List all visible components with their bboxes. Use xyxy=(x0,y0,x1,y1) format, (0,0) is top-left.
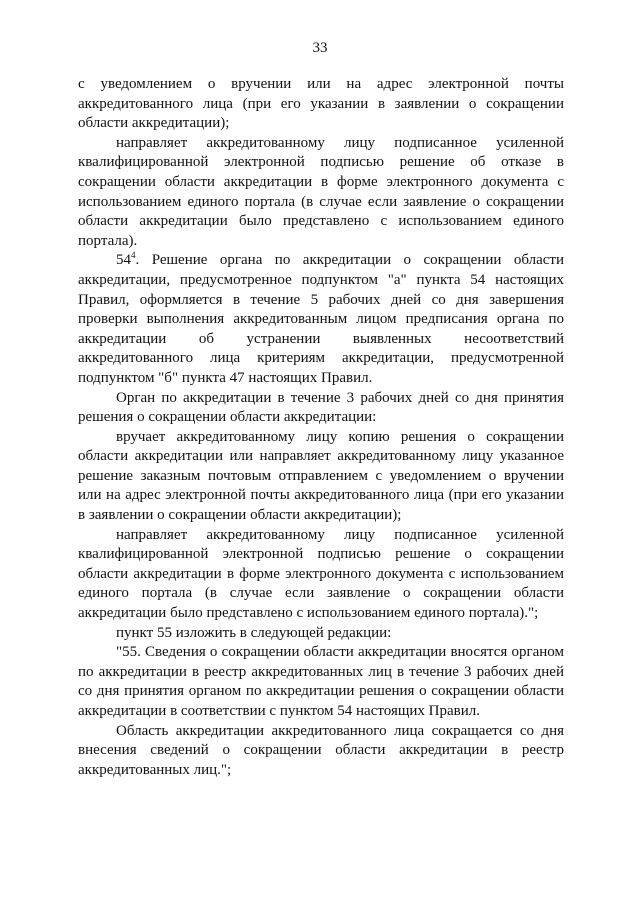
paragraph-send-refusal: направляет аккредитованному лицу подписанное усиленной квалифицированной электронной подписью решение об отказе в сокращении области аккредитации в форме электронного документа с использованием единого портала (в случае если заявление о сокращении области аккредитации было представлено с использованием единого портала). xyxy=(78,134,564,249)
document-body xyxy=(78,75,564,780)
paragraph-clause-55-text: "55. Сведения о сокращении области аккредитации вносятся органом по аккредитации в реестр аккредитованных лиц в течение 3 рабочих дней со дня принятия органом по аккредитации решения о сокращении области аккредитации в соответствии с пунктом 54 настоящих Правил. xyxy=(78,644,564,719)
clause-text: . Решение органа по аккредитации о сокращении области аккредитации, предусмотренное подпунктом "а" пункта 54 настоящих Правил, оформляется в течение 5 рабочих дней со дня завершения проверки выполнения аккредитованным лицом предписания органа по аккредитации об устранении выявленных несоответствий аккредитованного лица критериям аккредитации, предусмотренной подпунктом "б" пункта 47 настоящих Правил. xyxy=(78,252,564,386)
clause-superscript: 4 xyxy=(131,250,136,261)
paragraph-authority-actions: Орган по аккредитации в течение 3 рабочих дней со дня принятия решения о сокращении области аккредитации: xyxy=(78,389,564,426)
paragraph-send-decision: направляет аккредитованному лицу подписанное усиленной квалифицированной электронной подписью решение о сокращении области аккредитации в форме электронного документа с использованием единого портала (в случае если заявление о сокращении области аккредитации было представлено с использованием единого портала)."; xyxy=(78,526,564,622)
paragraph-clause-54-4 xyxy=(78,251,564,388)
paragraph-scope-reduced: Область аккредитации аккредитованного лица сокращается со дня внесения сведений о сокращении области аккредитации в реестр аккредитованных лиц."; xyxy=(78,722,564,778)
paragraph-deliver-copy: вручает аккредитованному лицу копию решения о сокращении области аккредитации или направляет аккредитованному лицу указанное решение заказным почтовым отправлением с уведомлением о вручении или на адрес электронной почты аккредитованного лица (при его указании в заявлении о сокращении области аккредитации); xyxy=(78,428,564,524)
paragraph-notification-continuation: с уведомлением о вручении или на адрес электронной почты аккредитованного лица (при его указании в заявлении о сокращении области аккредитации); xyxy=(78,76,564,132)
clause-number: 54 xyxy=(116,252,131,269)
paragraph-clause-55-intro: пункт 55 изложить в следующей редакции: xyxy=(116,624,392,641)
page-number: 33 xyxy=(312,40,328,56)
